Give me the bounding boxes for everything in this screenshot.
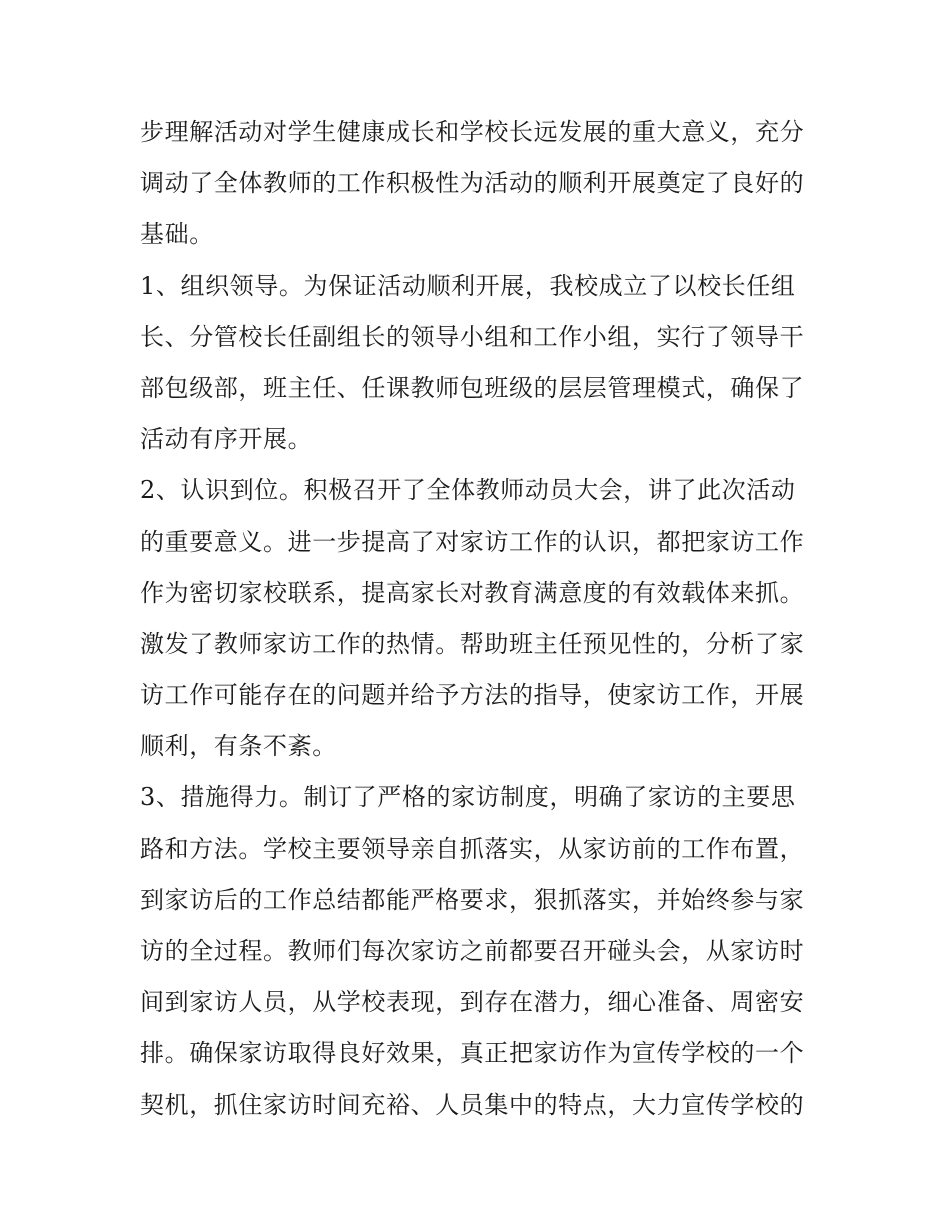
text-line: 2、认识到位。积极召开了全体教师动员大会，讲了此次活动 — [140, 476, 796, 505]
text-line: 步理解活动对学生健康成长和学校长远发展的重大意义，充分 — [140, 118, 805, 146]
text-line: 调动了全体教师的工作积极性为活动的顺利开展奠定了良好的 — [140, 169, 805, 198]
text-line: 路和方法。学校主要领导亲自抓落实，从家访前的工作布置， — [140, 834, 805, 863]
text-line: 活动有序开展。 — [140, 425, 313, 454]
text-line: 访工作可能存在的问题并给予方法的指导，使家访工作，开展 — [140, 681, 805, 710]
text-line: 基础。 — [140, 220, 214, 249]
text-line: 排。确保家访取得良好效果，真正把家访作为宣传学校的一个 — [140, 1039, 805, 1068]
text-line: 间到家访人员，从学校表现，到存在潜力，细心准备、周密安 — [140, 988, 805, 1017]
text-line: 激发了教师家访工作的热情。帮助班主任预见性的，分析了家 — [140, 629, 805, 658]
text-line: 的重要意义。进一步提高了对家访工作的认识，都把家访工作 — [140, 527, 805, 556]
body-text — [140, 107, 820, 1131]
text-line: 长、分管校长任副组长的领导小组和工作小组，实行了领导干 — [140, 322, 805, 351]
text-line: 1、组织领导。为保证活动顺利开展，我校成立了以校长任组 — [140, 271, 796, 300]
text-line: 3、措施得力。制订了严格的家访制度，明确了家访的主要思 — [140, 783, 796, 812]
text-line: 契机，抓住家访时间充裕、人员集中的特点，大力宣传学校的 — [140, 1090, 805, 1119]
text-line: 到家访后的工作总结都能严格要求，狠抓落实，并始终参与家 — [140, 885, 805, 914]
text-line: 顺利，有条不紊。 — [140, 732, 337, 761]
text-line: 部包级部，班主任、任课教师包班级的层层管理模式，确保了 — [140, 373, 805, 402]
text-line: 作为密切家校联系，提高家长对教育满意度的有效载体来抓。 — [140, 578, 805, 607]
text-line: 访的全过程。教师们每次家访之前都要召开碰头会，从家访时 — [140, 937, 805, 965]
